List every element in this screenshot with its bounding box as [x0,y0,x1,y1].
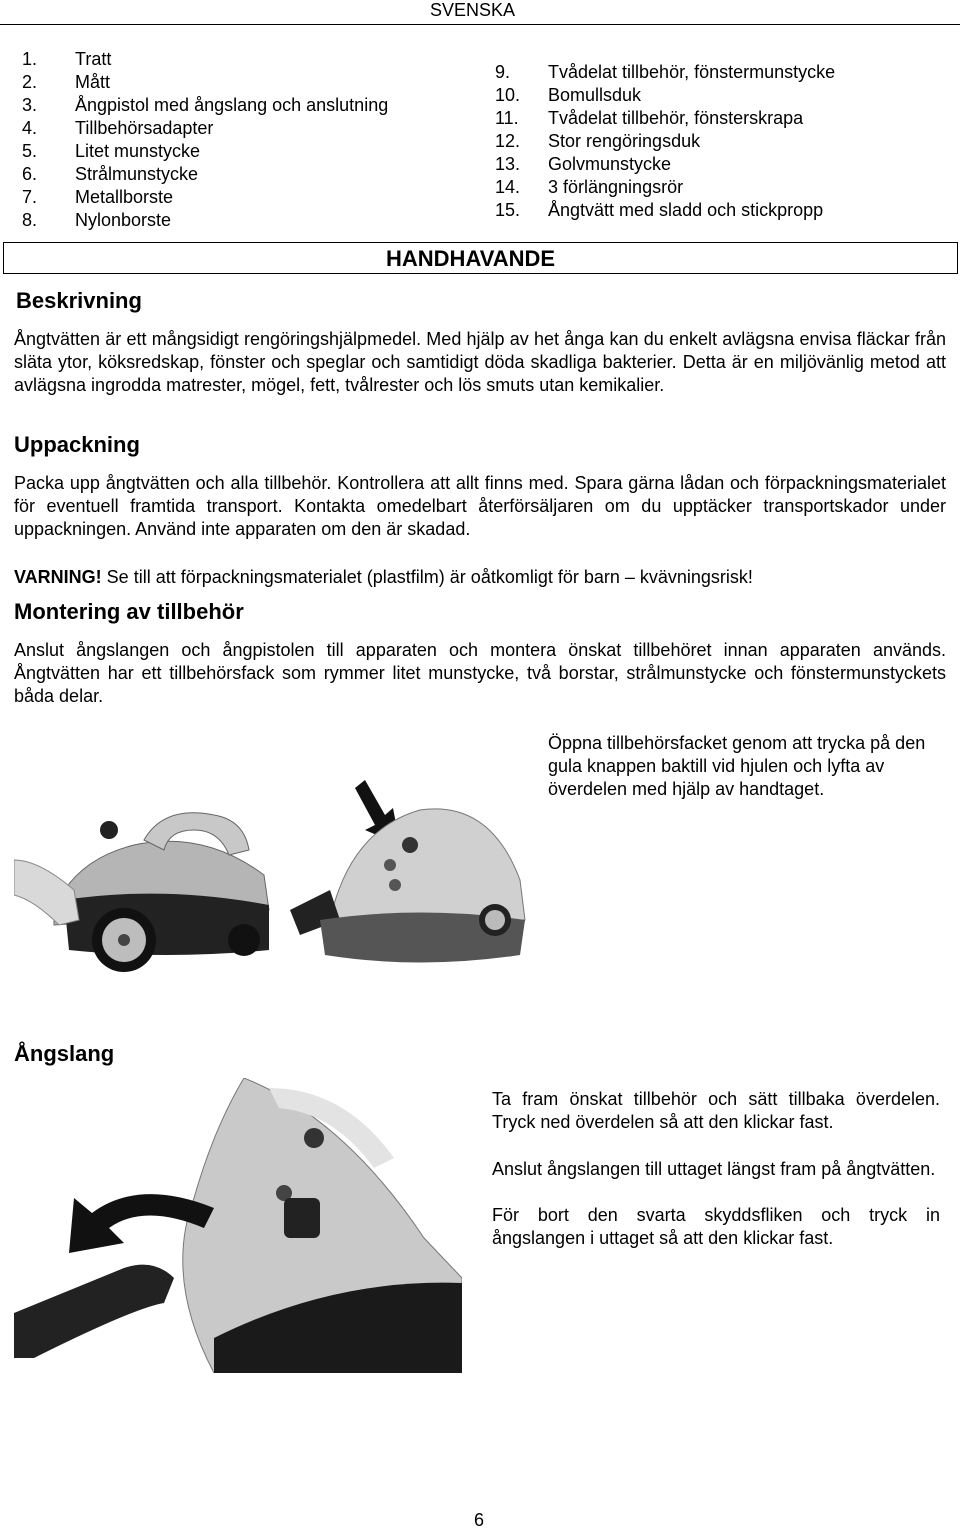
parts-item-label: Metallborste [75,187,174,207]
parts-item-label: 3 förlängningsrör [548,177,684,197]
parts-list-item [22,186,388,209]
parts-list-item [495,61,835,84]
parts-list-item [22,163,388,186]
parts-item-label: Strålmunstycke [75,164,199,184]
parts-item-number: 11. [495,108,519,128]
warning-label: VARNING! [14,567,102,587]
parts-item-number: 15. [495,200,521,220]
parts-list-item [495,84,835,107]
parts-list-item [495,107,835,130]
parts-item-label: Golvmunstycke [548,154,672,174]
parts-item-number: 10. [495,85,521,105]
angslang-p1: Ta fram önskat tillbehör och sätt tillbaka överdelen. Tryck ned överdelen så att den klickar fast. [492,1089,940,1132]
parts-item-label: Tvådelat tillbehör, fönstermunstycke [548,62,836,82]
parts-item-number: 2. [22,72,38,92]
parts-item-label: Ångtvätt med sladd och stickpropp [548,200,824,220]
parts-item-number: 1. [22,49,38,69]
steam-cleaner-front-photo [290,770,550,970]
parts-list-right [495,61,835,222]
header-rule [0,24,960,25]
steam-cleaner-rear-photo [14,800,284,980]
parts-list-item [495,130,835,153]
beskrivning-heading: Beskrivning [16,288,142,313]
parts-item-label: Litet munstycke [75,141,201,161]
montering-text: Anslut ångslangen och ångpistolen till apparaten och montera önskat tillbehöret innan apparaten används. Ångtvätten har ett tillbehörsfack som rymmer litet munstycke, två borstar, strålmunstycke och fönstermunstyckets båda delar. [14,640,946,706]
parts-list-item [22,48,388,71]
montering-caption: Öppna tillbehörsfacket genom att trycka på den gula knappen baktill vid hjulen och lyfta av överdelen med hjälp av handtaget. [548,733,926,799]
parts-item-number: 5. [22,141,38,161]
parts-item-number: 7. [22,187,38,207]
parts-item-label: Bomullsduk [548,85,642,105]
parts-item-label: Tvådelat tillbehör, fönsterskrapa [548,108,804,128]
parts-item-number: 14. [495,177,521,197]
language-label: SVENSKA [430,0,516,20]
parts-list-item [22,117,388,140]
parts-item-label: Nylonborste [75,210,172,230]
montering-heading: Montering av tillbehör [14,599,244,624]
warning-line [14,566,954,589]
angslang-heading: Ångslang [14,1041,115,1066]
hose-attachment-photo [14,1078,462,1373]
parts-item-label: Mått [75,72,111,92]
parts-list-item [495,199,835,222]
parts-item-label: Stor rengöringsduk [548,131,701,151]
parts-item-number: 3. [22,95,38,115]
beskrivning-text: Ångtvätten är ett mångsidigt rengöringshjälpmedel. Med hjälp av het ånga kan du enkelt avlägsna envisa fläckar från släta ytor, köksredskap, fönster och speglar och samtidigt döda skadliga bakterier. Detta är en miljövänlig metod att avlägsna ingrodda matrester, mögel, fett, tvålrester och lös smuts utan kemikalier. [14,329,946,395]
parts-item-label: Tratt [75,49,112,69]
uppackning-text: Packa upp ångtvätten och alla tillbehör. Kontrollera att allt finns med. Spara gärna lådan och förpackningsmaterialet för eventuell framtida transport. Kontakta omedelbart återförsäljaren om du upptäcker transportskador under uppackningen. Använd inte apparaten om den är skadad. [14,473,946,539]
parts-list-item [495,176,835,199]
section-banner-title: HANDHAVANDE [386,246,556,271]
page-number: 6 [474,1510,485,1530]
parts-list-item [22,140,388,163]
parts-item-label: Tillbehörsadapter [75,118,214,138]
parts-list-item [22,209,388,232]
parts-list-item [495,153,835,176]
parts-item-label: Ångpistol med ångslang och anslutning [75,95,389,115]
angslang-p2: Anslut ångslangen till uttaget längst fram på ångtvätten. [492,1159,936,1179]
warning-text: Se till att förpackningsmaterialet (plastfilm) är oåtkomligt för barn – kvävningsrisk! [101,567,753,587]
parts-item-number: 4. [22,118,38,138]
parts-item-number: 9. [495,62,511,82]
parts-item-number: 8. [22,210,38,230]
parts-item-number: 6. [22,164,38,184]
parts-list-left [22,48,388,232]
parts-list-item [22,71,388,94]
parts-list-item [22,94,388,117]
parts-item-number: 12. [495,131,521,151]
parts-item-number: 13. [495,154,521,174]
uppackning-heading: Uppackning [14,432,140,457]
angslang-p3: För bort den svarta skyddsfliken och tryck in ångslangen i uttaget så att den klickar fast. [492,1205,940,1248]
